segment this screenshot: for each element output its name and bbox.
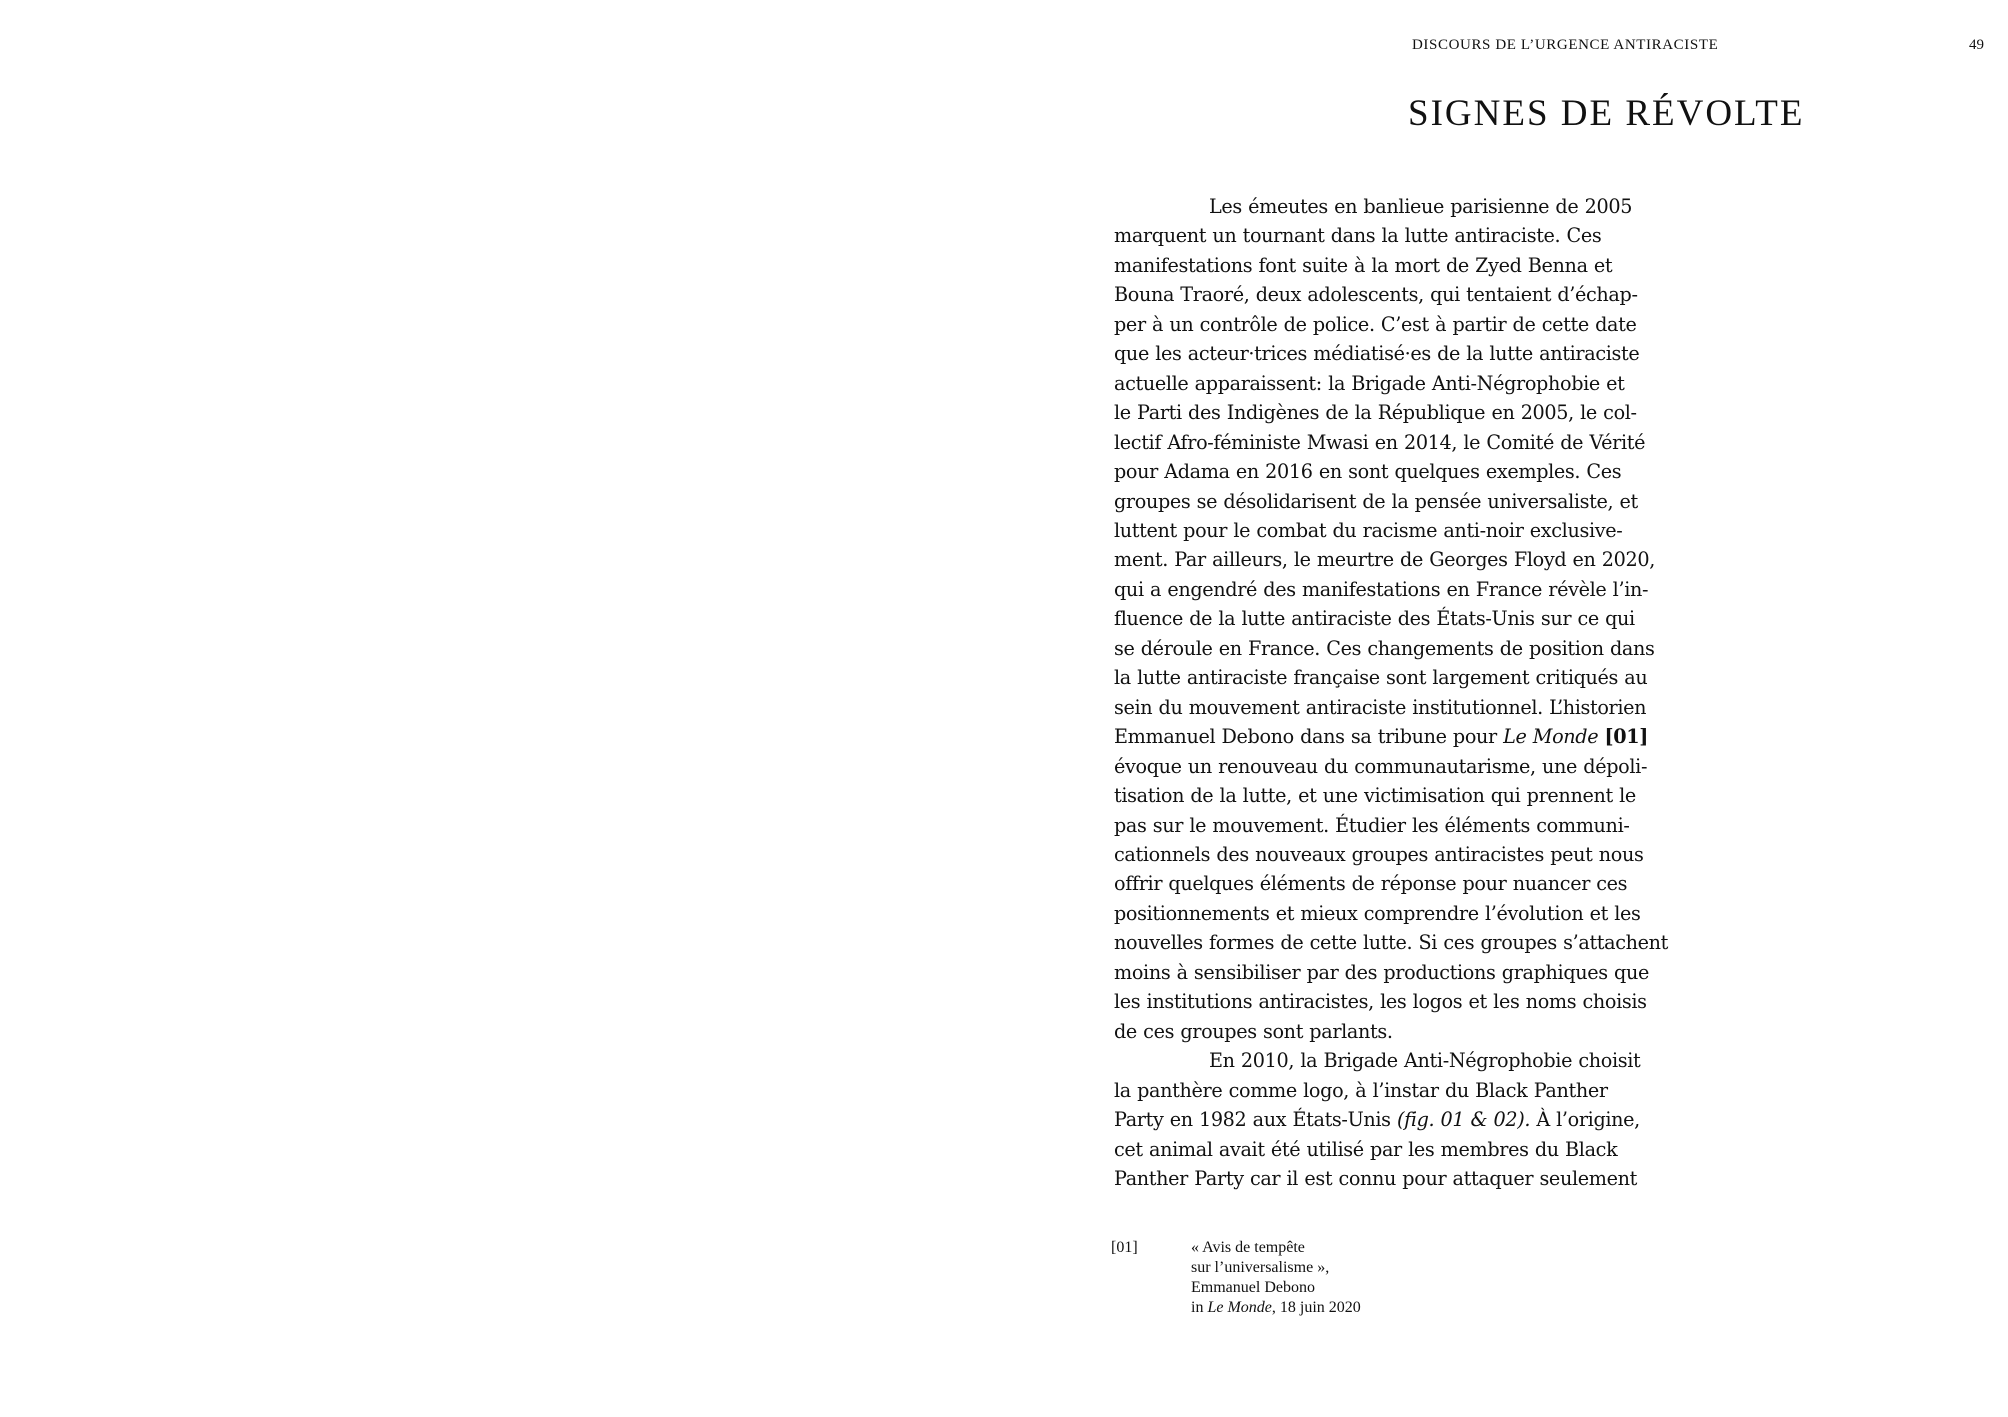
section-title: SIGNES DE RÉVOLTE	[1408, 93, 1805, 134]
body-line: En 2010, la Brigade Anti-Négrophobie choisit	[1209, 1049, 1641, 1073]
body-line: la panthère comme logo, à l’instar du Black Panther	[1114, 1078, 1608, 1102]
footnote-line: « Avis de tempête	[1191, 1239, 1305, 1256]
right-page	[1004, 0, 2008, 1417]
body-line: le Parti des Indigènes de la République en 2005, le col-	[1114, 401, 1637, 425]
running-head: DISCOURS DE L’URGENCE ANTIRACISTE	[1412, 37, 1719, 53]
body-line: les institutions antiracistes, les logos et les noms choisis	[1114, 990, 1647, 1014]
body-line: que les acteur·trices médiatisé·es de la lutte antiraciste	[1114, 342, 1640, 366]
body-line: qui a engendré des manifestations en France révèle l’in-	[1114, 577, 1649, 601]
body-line: actuelle apparaissent: la Brigade Anti-Négrophobie et	[1114, 371, 1625, 395]
body-line: se déroule en France. Ces changements de position dans	[1114, 636, 1655, 660]
footnote-text: in	[1191, 1299, 1208, 1316]
body-line: de ces groupes sont parlants.	[1114, 1019, 1393, 1043]
page-number: 49	[1969, 37, 1984, 53]
body-line: cet animal avait été utilisé par les membres du Black	[1114, 1137, 1618, 1161]
body-line: tisation de la lutte, et une victimisation qui prennent le	[1114, 784, 1636, 808]
body-line-text: Party en 1982 aux États-Unis	[1114, 1108, 1397, 1132]
body-line: sein du mouvement antiraciste institutionnel. L’historien	[1114, 695, 1647, 719]
footnote-reference: [01]	[1604, 725, 1648, 749]
newspaper-title: Le Monde	[1503, 725, 1599, 749]
body-line: moins à sensibiliser par des productions graphiques que	[1114, 960, 1649, 984]
body-line: pas sur le mouvement. Étudier les éléments communi-	[1114, 813, 1630, 837]
body-line: pour Adama en 2016 en sont quelques exemples. Ces	[1114, 460, 1622, 484]
body-line: groupes se désolidarisent de la pensée universaliste, et	[1114, 489, 1638, 513]
body-line: évoque un renouveau du communautarisme, une dépoli-	[1114, 754, 1648, 778]
footnote-text: , 18 juin 2020	[1271, 1299, 1361, 1316]
footnote-line: Emmanuel Debono	[1191, 1279, 1315, 1296]
body-line: Les émeutes en banlieue parisienne de 2005	[1209, 195, 1633, 218]
body-line: luttent pour le combat du racisme anti-noir exclusive-	[1114, 518, 1623, 542]
body-line: nouvelles formes de cette lutte. Si ces groupes s’attachent	[1114, 931, 1669, 955]
body-line: fluence de la lutte antiraciste des États-Unis sur ce qui	[1114, 607, 1635, 631]
body-line: Panther Party car il est connu pour attaquer seulement	[1114, 1166, 1637, 1190]
body-line: per à un contrôle de police. C’est à partir de cette date	[1114, 312, 1637, 336]
footnote-line	[1191, 1298, 1361, 1318]
figure-reference: (fig. 01 & 02).	[1396, 1108, 1531, 1132]
body-line: offrir quelques éléments de réponse pour nuancer ces	[1114, 872, 1628, 896]
body-line-citation	[1114, 722, 1690, 751]
body-line: la lutte antiraciste française sont largement critiqués au	[1114, 666, 1648, 690]
body-line-text: À l’origine,	[1530, 1108, 1640, 1132]
body-line: Bouna Traoré, deux adolescents, qui tentaient d’échap-	[1114, 283, 1638, 307]
body-line: ment. Par ailleurs, le meurtre de Georges Floyd en 2020,	[1114, 548, 1655, 572]
body-line: lectif Afro-féministe Mwasi en 2014, le Comité de Vérité	[1114, 430, 1646, 454]
footnote-line: sur l’universalisme »,	[1191, 1259, 1330, 1276]
body-line: marquent un tournant dans la lutte antiraciste. Ces	[1114, 224, 1602, 248]
body-line-figure-ref	[1114, 1105, 1690, 1134]
footnote-body	[1191, 1238, 1361, 1318]
footnote-newspaper-title: Le Monde	[1207, 1299, 1272, 1316]
body-line: cationnels des nouveaux groupes antiracistes peut nous	[1114, 842, 1644, 866]
body-line: positionnements et mieux comprendre l’évolution et les	[1114, 901, 1641, 925]
body-paragraphs	[1114, 192, 1690, 1193]
body-line-text: Emmanuel Debono dans sa tribune pour	[1114, 725, 1504, 749]
footnote-marker: [01]	[1111, 1239, 1138, 1256]
body-line: manifestations font suite à la mort de Zyed Benna et	[1114, 253, 1613, 277]
